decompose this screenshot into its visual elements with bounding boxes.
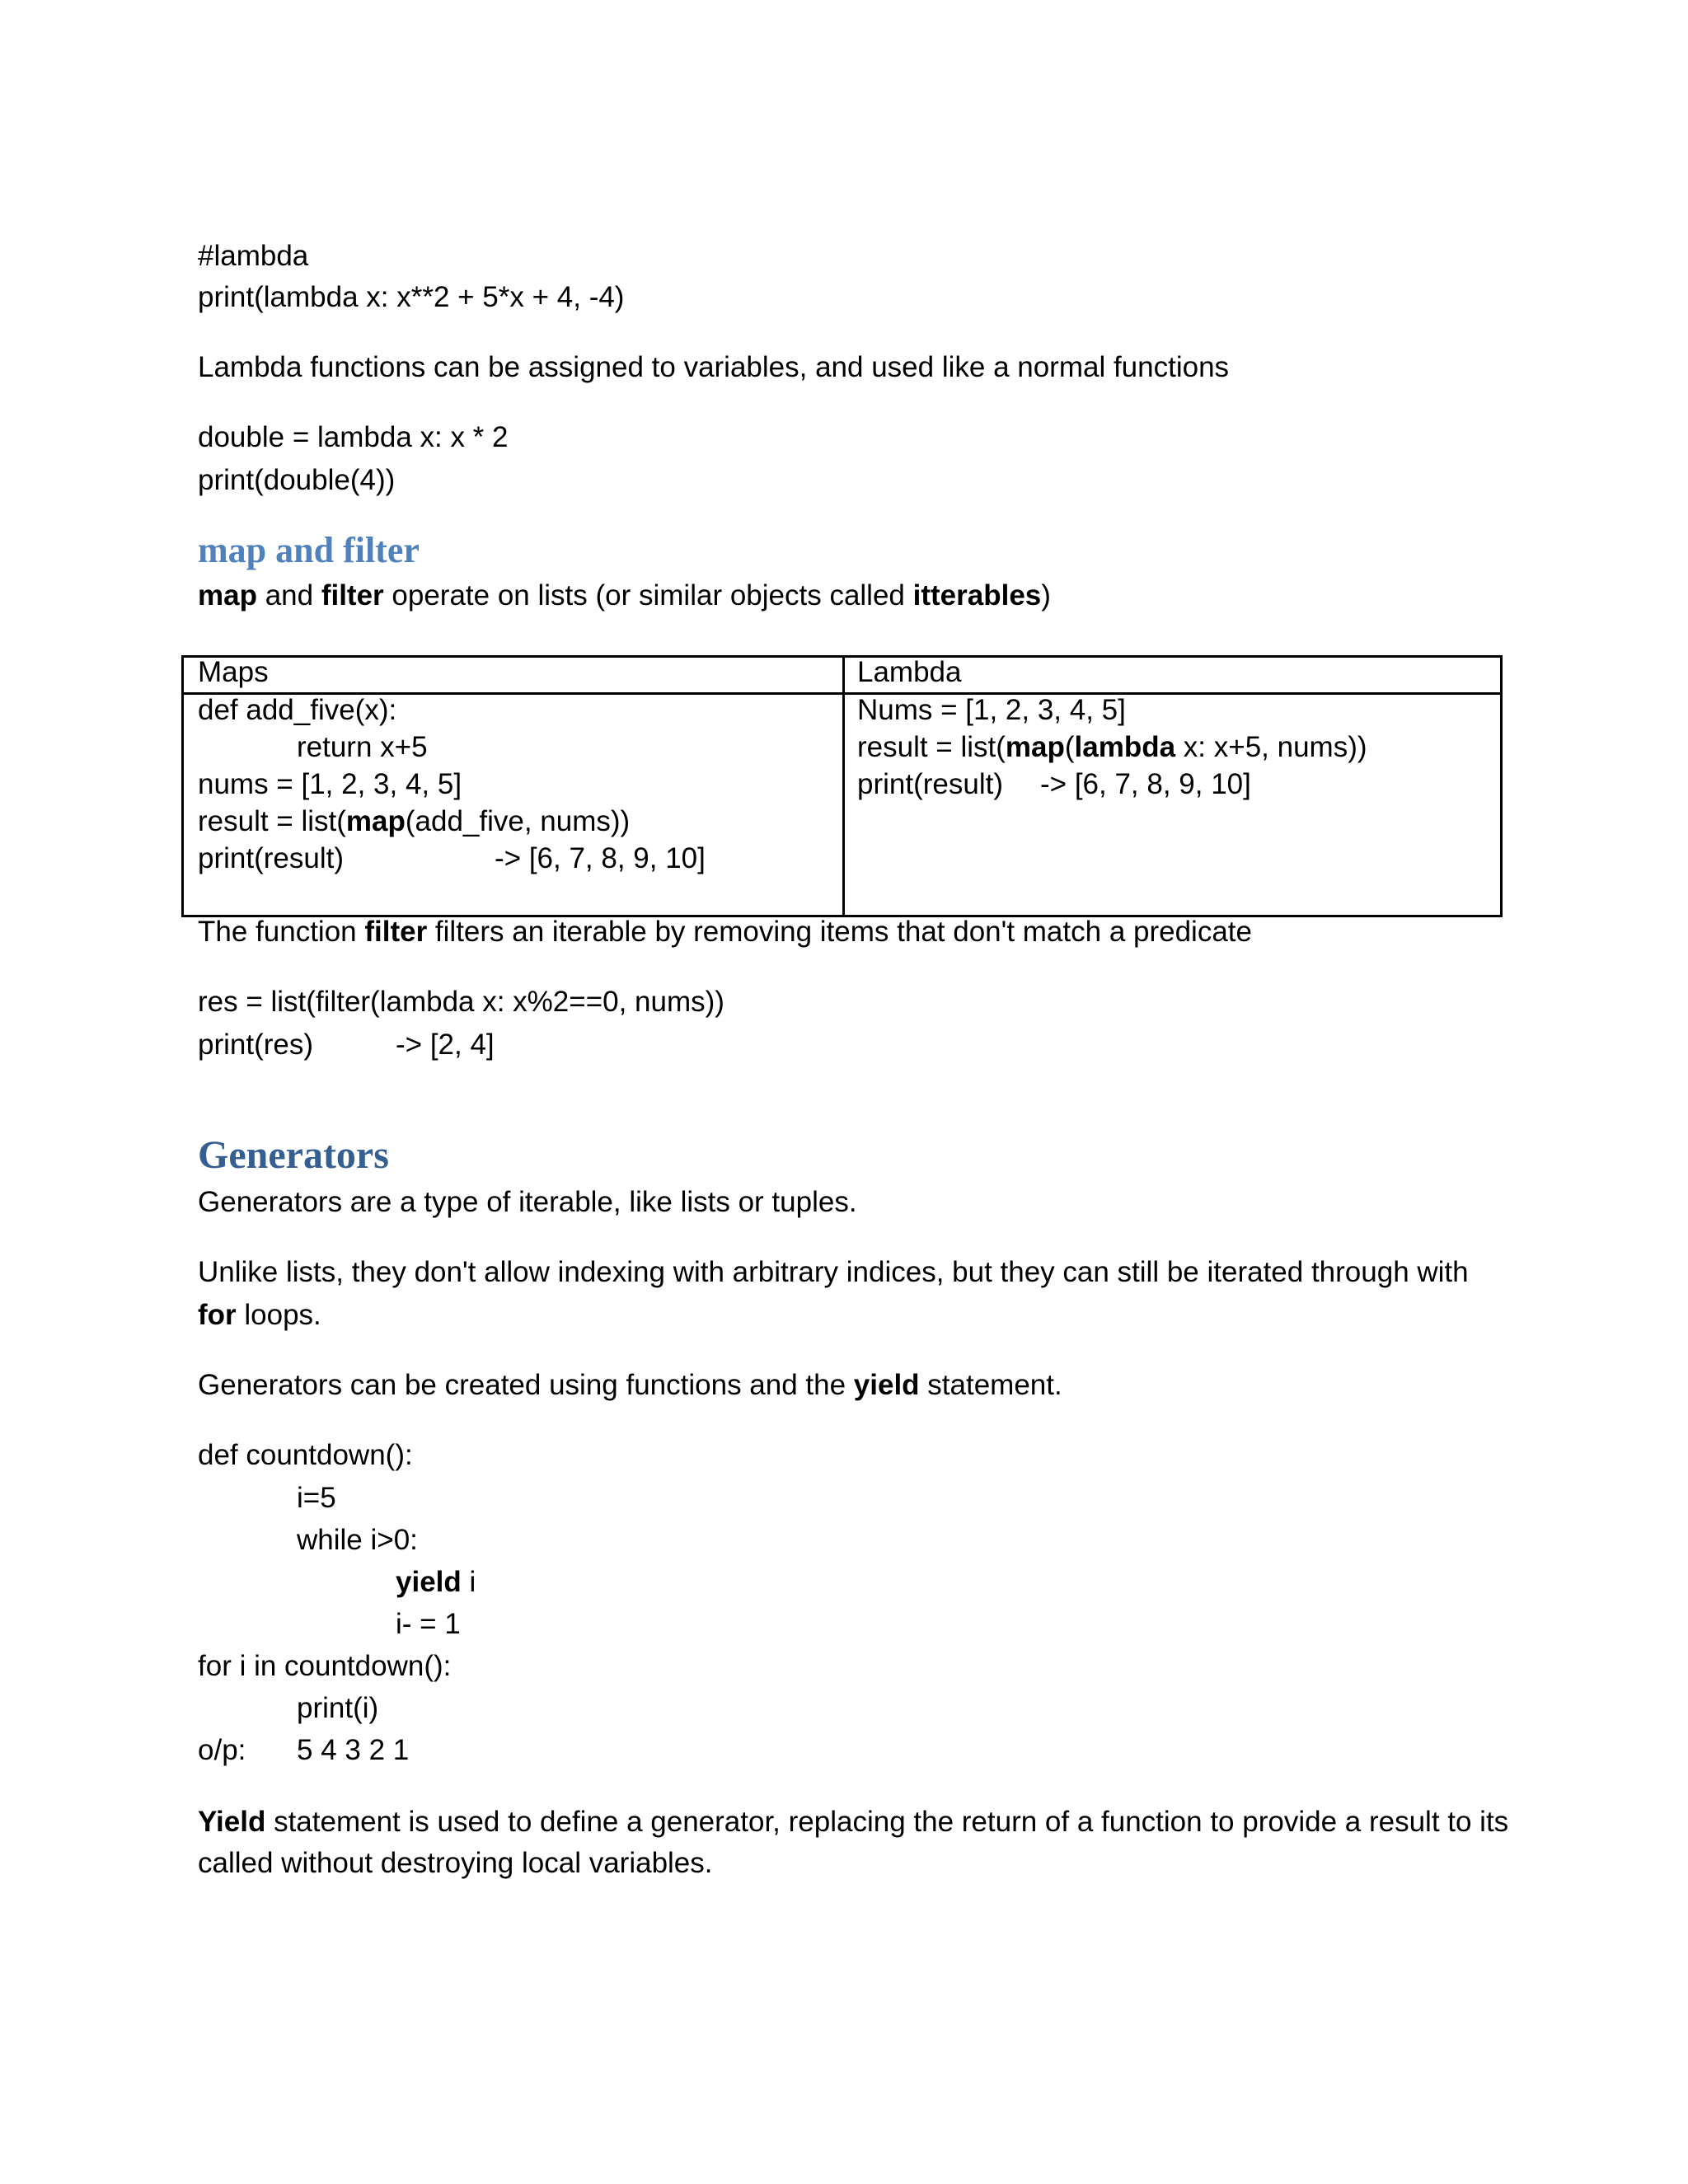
maps-code-line: return x+5 xyxy=(297,731,428,763)
generators-paragraph: Unlike lists, they don't allow indexing with arbitrary indices, but they can still be iterated through with xyxy=(198,1256,1469,1288)
table-column-divider xyxy=(842,658,845,915)
filter-code-line: res = list(filter(lambda x: x%2==0, nums)) xyxy=(198,986,724,1018)
lambda-comment: #lambda xyxy=(198,240,309,272)
generators-paragraph: Generators are a type of iterable, like lists or tuples. xyxy=(198,1186,857,1218)
maps-output: -> [6, 7, 8, 9, 10] xyxy=(495,842,706,874)
lambda-code-line: Nums = [1, 2, 3, 4, 5] xyxy=(857,694,1126,726)
generator-code-line: def countdown(): xyxy=(198,1439,413,1471)
generators-paragraph: Generators can be created using functions and the yield statement. xyxy=(198,1369,1062,1401)
generators-heading: Generators xyxy=(198,1133,389,1177)
map-filter-intro: map and filter operate on lists (or similar objects called itterables) xyxy=(198,579,1051,612)
generator-code-line: yield i xyxy=(396,1566,476,1598)
generators-paragraph: for loops. xyxy=(198,1299,321,1331)
double-definition: double = lambda x: x * 2 xyxy=(198,421,509,453)
maps-code-line: nums = [1, 2, 3, 4, 5] xyxy=(198,768,462,800)
lambda-description: Lambda functions can be assigned to variables, and used like a normal functions xyxy=(198,351,1230,383)
output-label: o/p: xyxy=(198,1734,246,1766)
generator-code-line: print(i) xyxy=(297,1692,379,1724)
map-filter-heading: map and filter xyxy=(198,530,420,570)
generator-code-line: for i in countdown(): xyxy=(198,1650,452,1682)
lambda-print-line: print(lambda x: x**2 + 5*x + 4, -4) xyxy=(198,281,625,313)
generator-code-line: i=5 xyxy=(297,1482,336,1514)
yield-description: called without destroying local variables. xyxy=(198,1847,713,1879)
maps-code-line: result = list(map(add_five, nums)) xyxy=(198,805,631,837)
lambda-output: -> [6, 7, 8, 9, 10] xyxy=(1040,768,1251,800)
table-header-maps: Maps xyxy=(198,656,269,688)
filter-output: -> [2, 4] xyxy=(396,1029,495,1061)
maps-code-line: def add_five(x): xyxy=(198,694,397,726)
lambda-code-line: result = list(map(lambda x: x+5, nums)) xyxy=(857,731,1367,763)
generator-code-line: while i>0: xyxy=(297,1524,418,1556)
filter-description: The function filter filters an iterable by removing items that don't match a predicate xyxy=(198,916,1252,948)
table-header-lambda: Lambda xyxy=(857,656,962,688)
output-value: 5 4 3 2 1 xyxy=(297,1734,410,1766)
maps-code-line: print(result) xyxy=(198,842,344,874)
lambda-code-line: print(result) xyxy=(857,768,1003,800)
double-print: print(double(4)) xyxy=(198,464,396,496)
generator-code-line: i- = 1 xyxy=(396,1608,461,1640)
yield-description: Yield statement is used to define a generator, replacing the return of a function to provide a result to its xyxy=(198,1806,1509,1838)
filter-print: print(res) xyxy=(198,1029,314,1061)
